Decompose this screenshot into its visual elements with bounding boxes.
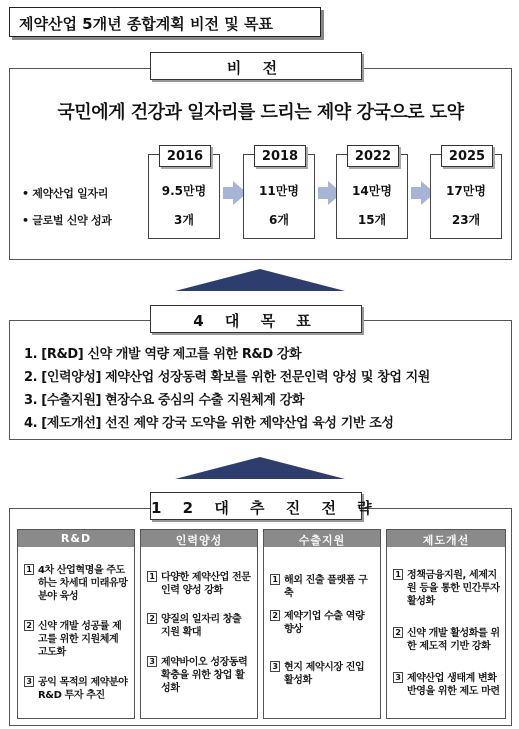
strategy-text: 다양한 제약산업 전문인력 양성 강화 (161, 572, 251, 596)
drugs-value: 6개 (269, 213, 289, 227)
strategy-item (24, 620, 130, 659)
strategy-text: 해외 진출 플랫폼 구축 (284, 575, 368, 599)
goals-header: 4 대 목 표 (150, 305, 362, 333)
strategy-text: 공익 목적의 제약분야 R&D 투자 추진 (38, 677, 128, 701)
jobs-value: 11만명 (259, 184, 299, 198)
strategies-header: 1 2 대 추 진 전 략 (150, 492, 362, 520)
jobs-value: 9.5만명 (161, 184, 207, 198)
strategy-column-rnd (17, 529, 135, 719)
strategy-item (147, 613, 253, 639)
drugs-value: 23개 (451, 213, 481, 227)
year-box-2016 (148, 149, 220, 239)
row-label-jobs: • 제약산업 일자리 (22, 187, 109, 200)
drugs-value: 3개 (174, 213, 194, 227)
strategy-text: 양질의 일자리 창출 지원 확대 (161, 614, 242, 638)
year-label: 2025 (441, 145, 493, 167)
number-badge: 2 (24, 620, 34, 631)
page-title: 제약산업 5개년 종합계획 비전 및 목표 (9, 7, 321, 37)
number-badge: 3 (24, 676, 34, 687)
jobs-value: 17만명 (446, 184, 486, 198)
up-arrow-icon (175, 457, 345, 479)
strategy-text: 제약바이오 성장동력 확충을 위한 창업 활성화 (161, 657, 248, 694)
strategy-column-export (263, 529, 381, 719)
number-badge: 3 (147, 656, 157, 667)
strategy-item (270, 610, 376, 636)
number-badge: 2 (393, 627, 403, 638)
jobs-value: 14만명 (352, 184, 392, 198)
strategy-item (147, 656, 253, 695)
number-badge: 1 (147, 571, 157, 582)
column-header: 수출지원 (264, 530, 380, 547)
strategy-item (24, 564, 130, 603)
column-header: 제도개선 (387, 530, 505, 547)
column-header: R&D (18, 530, 134, 547)
strategy-text: 신약 개발 활성화를 위한 제도적 기반 강화 (407, 628, 500, 652)
strategy-item (393, 672, 501, 698)
strategy-text: 신약 개발 성공률 제고를 위한 지원체계 고도화 (38, 621, 122, 658)
up-arrow-icon (175, 269, 345, 291)
vision-header: 비 전 (150, 52, 362, 80)
year-box-2018 (243, 149, 315, 239)
strategy-text: 현지 제약시장 진입 활성화 (284, 662, 365, 686)
row-label-drugs: • 글로벌 신약 성과 (22, 214, 112, 227)
goal-item-3: 3. [수출지원] 현장수요 중심의 수출 지원체계 강화 (24, 393, 305, 408)
strategy-item (270, 574, 376, 600)
strategy-item (393, 569, 501, 608)
number-badge: 3 (270, 661, 280, 672)
number-badge: 1 (270, 574, 280, 585)
strategy-text: 4차 산업혁명을 주도하는 차세대 미래유망 분야 육성 (38, 565, 128, 602)
goal-item-4: 4. [제도개선] 선진 제약 강국 도약을 위한 제약산업 육성 기반 조성 (24, 416, 394, 431)
year-box-2025 (430, 149, 502, 239)
strategy-item (147, 571, 253, 597)
year-box-2022 (336, 149, 408, 239)
column-header: 인력양성 (141, 530, 257, 547)
drugs-value: 15개 (357, 213, 387, 227)
strategy-column-policy (386, 529, 506, 719)
strategy-column-workforce (140, 529, 258, 719)
year-label: 2018 (254, 145, 306, 167)
strategy-item (270, 661, 376, 687)
number-badge: 2 (147, 613, 157, 624)
year-label: 2022 (347, 145, 399, 167)
number-badge: 3 (393, 672, 403, 683)
strategy-text: 제약기업 수출 역량 향상 (284, 611, 365, 635)
number-badge: 1 (24, 564, 34, 575)
strategy-item (24, 676, 130, 702)
strategy-text: 제약산업 생태계 변화 반영을 위한 제도 마련 (407, 673, 500, 697)
goal-item-1: 1. [R&D] 신약 개발 역량 제고를 위한 R&D 강화 (24, 347, 302, 362)
year-label: 2016 (159, 145, 211, 167)
number-badge: 1 (393, 569, 403, 580)
goal-item-2: 2. [인력양성] 제약산업 성장동력 확보를 위한 전문인력 양성 및 창업 지원 (24, 370, 430, 385)
vision-statement: 국민에게 건강과 일자리를 드리는 제약 강국으로 도약 (57, 102, 464, 123)
strategy-text: 정책금융지원, 세제지원 등을 통한 민간투자 활성화 (407, 570, 500, 607)
strategy-item (393, 627, 501, 653)
number-badge: 2 (270, 610, 280, 621)
